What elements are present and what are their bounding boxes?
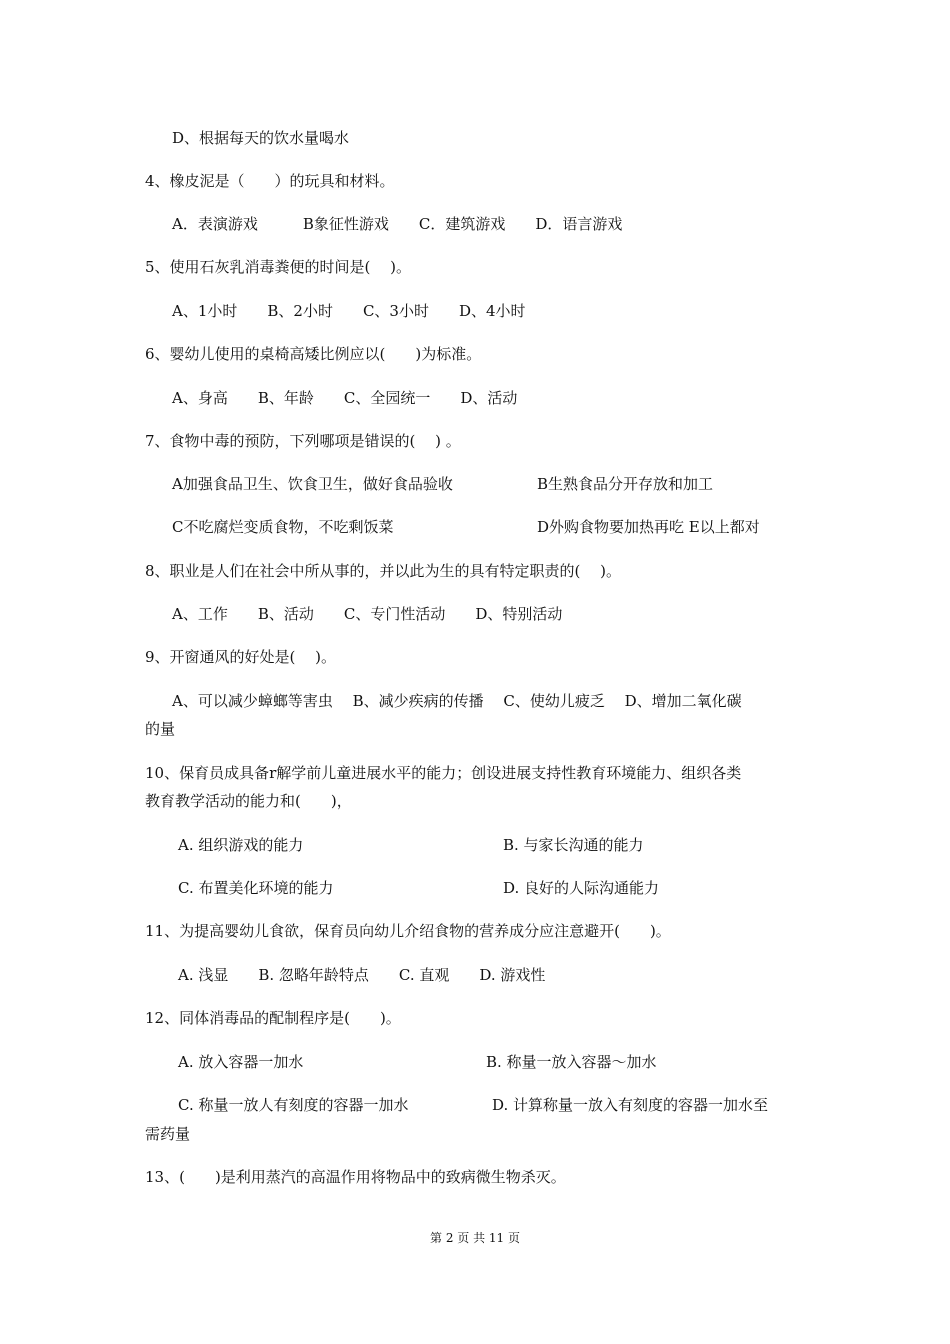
options-5: A、1小时 B、2小时 C、3小时 D、4小时 [172,302,526,320]
options-4: A．表演游戏 B象征性游戏 C．建筑游戏 D．语言游戏 [172,215,623,233]
option-10a: A. 组织游戏的能力 [178,836,304,854]
option-12b: B. 称量一放入容器～加水 [486,1053,657,1071]
question-10-cont: 教育教学活动的能力和( )， [145,792,352,810]
option-12a: A. 放入容器一加水 [178,1053,304,1071]
option-7de: D外购食物要加热再吃 E以上都对 [537,518,760,536]
option-10b: B. 与家长沟通的能力 [503,836,644,854]
question-10: 10、保育员成具备r解学前儿童进展水平的能力；创设进展支持性教育环境能力、组织各类 [145,764,742,782]
question-11: 11、为提高婴幼儿食欲，保育员向幼儿介绍食物的营养成分应注意避开( )。 [145,922,671,940]
option-12c: C. 称量一放人有刻度的容器一加水 [178,1096,409,1114]
question-7: 7、食物中毒的预防，下列哪项是错误的( ) 。 [145,432,461,450]
option-7c: C不吃腐烂变质食物，不吃剩饭菜 [172,518,394,536]
question-4: 4、橡皮泥是（ ）的玩具和材料。 [145,172,395,190]
question-9: 9、开窗通风的好处是( )。 [145,648,337,666]
question-8: 8、职业是人们在社会中所从事的，并以此为生的具有特定职责的( )。 [145,562,622,580]
option-10d: D. 良好的人际沟通能力 [503,879,660,897]
question-5: 5、使用石灰乳消毒粪便的时间是( )。 [145,258,412,276]
options-11: A. 浅显 B. 忽略年龄特点 C. 直观 D. 游戏性 [178,966,546,984]
option-7a: A加强食品卫生、饮食卫生，做好食品验收 [172,475,453,493]
question-13: 13、( )是利用蒸汽的高温作用将物品中的致病微生物杀灭。 [145,1168,566,1186]
option-3d: D、根据每天的饮水量喝水 [172,129,350,147]
option-10c: C. 布置美化环境的能力 [178,879,334,897]
option-7b: B生熟食品分开存放和加工 [537,475,714,493]
options-8: A、工作 B、活动 C、专门性活动 D、特别活动 [172,605,563,623]
page-footer: 第 2 页 共 11 页 [430,1231,520,1245]
options-6: A、身高 B、年龄 C、全园统一 D、活动 [172,389,518,407]
option-12d-cont: 需药量 [145,1125,191,1143]
question-6: 6、婴幼儿使用的桌椅高矮比例应以( )为标准。 [145,345,482,363]
question-12: 12、同体消毒品的配制程序是( )。 [145,1009,401,1027]
option-12d: D. 计算称量一放入有刻度的容器一加水至 [492,1096,769,1114]
options-9: A、可以减少蟑螂等害虫 B、减少疾病的传播 C、使幼儿疲乏 D、增加二氧化碳 [172,692,742,710]
options-9-cont: 的量 [145,720,176,738]
